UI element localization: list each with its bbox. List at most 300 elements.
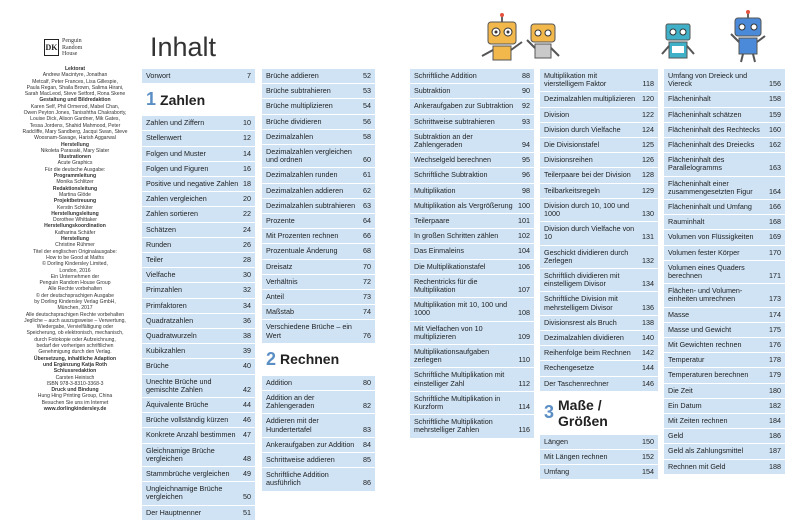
toc-entry-page: 48 — [243, 453, 251, 463]
credit-line: Owen Peyton Jones, Tanisshtha Chakraborty, — [23, 110, 127, 117]
toc-entry — [664, 398, 785, 413]
credit-line: Wiedergabe, Vervielfältigung oder — [36, 324, 114, 331]
credit-line: Carsten Heinisch — [55, 374, 95, 381]
toc-entry-page: 84 — [363, 439, 371, 449]
toc-entry-page: 88 — [522, 71, 530, 80]
toc-entry-page: 70 — [363, 261, 371, 271]
credit-line: Ein Unternehmen der — [50, 273, 100, 280]
toc-entry-page: 156 — [769, 79, 781, 89]
toc-entry — [410, 274, 534, 297]
toc-entry-page: 134 — [642, 279, 654, 289]
toc-entry — [262, 289, 375, 304]
toc-entry-page: 63 — [363, 200, 371, 210]
toc-entry — [410, 243, 534, 258]
toc-entry-title: Positive und negative Zahlen — [146, 179, 239, 189]
toc-entry-page: 54 — [363, 101, 371, 111]
toc-entry-title: Flächeninhalt — [668, 94, 711, 104]
toc-entry-page: 168 — [769, 217, 781, 227]
toc-entry-title: Brüche — [146, 361, 169, 371]
toc-entry-page: 131 — [642, 232, 654, 242]
toc-entry — [664, 91, 785, 106]
toc-entry-title: Dezimalzahlen multiplizieren — [544, 94, 636, 104]
toc-entry-page: 178 — [769, 355, 781, 365]
toc-entry-page: 180 — [769, 385, 781, 395]
toc-entry-title: Volumen von Flüssigkeiten — [668, 232, 754, 242]
toc-entry-title: Flächeninhalt einer zusammengesetzten Figur — [668, 178, 753, 196]
credit-line: Alle Rechte vorbehalten — [47, 286, 103, 293]
toc-entry — [142, 313, 255, 328]
toc-entry-title: Geschickt dividieren durch Zerlegen — [544, 247, 629, 265]
credit-line: Katharina Schäfer — [54, 229, 96, 236]
credit-line: Monika Schlitzer — [56, 179, 94, 186]
section-heading — [142, 83, 255, 115]
toc-entry-page: 28 — [243, 255, 251, 265]
toc-entry-title: Unechte Brüche und gemischte Zahlen — [146, 376, 212, 394]
toc-entry-title: Dezimalzahlen — [266, 131, 314, 141]
toc-entry-page: 101 — [518, 216, 530, 226]
toc-entry-page: 58 — [363, 131, 371, 141]
toc-entry — [262, 83, 375, 98]
credit-heading: Herstellungskoordination — [44, 223, 106, 230]
toc-entry-page: 30 — [243, 270, 251, 280]
toc-entry-page: 93 — [522, 116, 530, 126]
credit-heading: Lektorat — [64, 66, 86, 72]
toc-column-5 — [664, 68, 785, 474]
credit-heading: www.dorlingkindersley.de — [43, 406, 107, 413]
toc-entry-title: Vorwort — [146, 71, 171, 80]
toc-entry — [410, 321, 534, 344]
toc-entry-title: Längen — [544, 436, 568, 446]
toc-entry-page: 86 — [363, 478, 371, 488]
credit-heading: Illustrationen — [59, 154, 91, 161]
toc-entry-page: 184 — [769, 416, 781, 426]
toc-entry — [664, 68, 785, 91]
credit-line: Alle deutschsprachigen Rechte vorbehalten — [25, 311, 125, 318]
toc-entry-title: Der Hauptnenner — [146, 507, 202, 517]
toc-entry — [142, 505, 255, 520]
toc-entry-page: 44 — [243, 400, 251, 410]
toc-entry — [262, 467, 375, 490]
toc-entry-page: 136 — [642, 302, 654, 312]
toc-entry-page: 26 — [243, 239, 251, 249]
toc-entry — [410, 344, 534, 367]
toc-entry-page: 175 — [769, 324, 781, 334]
toc-entry-title: Runden — [146, 239, 172, 249]
credit-line: Tessa Jordens, Shahid Mahmood, Peter — [29, 122, 121, 129]
credit-heading: Herstellung — [60, 141, 90, 148]
toc-entry — [410, 213, 534, 228]
credit-line: Dorothee Whittaker — [53, 217, 97, 224]
toc-entry-page: 159 — [769, 109, 781, 119]
toc-entry-page: 73 — [363, 292, 371, 302]
credit-line: Für die deutsche Ausgabe: — [44, 166, 106, 173]
toc-entry — [540, 330, 658, 345]
toc-entry-title: Die Divisionstafel — [544, 140, 600, 150]
toc-entry-title: Multiplikationsaufgaben zerlegen — [414, 347, 490, 365]
toc-entry-title: Division durch Vielfache von 10 — [544, 224, 635, 242]
toc-entry-title: Schriftliche Addition ausführlich — [266, 470, 329, 488]
toc-entry-title: Schriftlich dividieren mit einstelligem Divisor — [544, 271, 620, 289]
toc-entry-page: 118 — [642, 79, 654, 89]
toc-column-4 — [540, 68, 658, 479]
toc-entry — [664, 307, 785, 322]
toc-entry — [262, 304, 375, 319]
toc-entry-page: 80 — [363, 377, 371, 387]
toc-entry-page: 14 — [243, 148, 251, 158]
toc-entry — [142, 466, 255, 481]
toc-entry-page: 50 — [243, 492, 251, 502]
toc-entry — [142, 412, 255, 427]
robot-icon — [660, 20, 696, 66]
toc-entry-page: 109 — [518, 331, 530, 341]
toc-entry-page: 107 — [518, 285, 530, 295]
toc-entry-page: 122 — [642, 109, 654, 119]
toc-entry-title: Flächeninhalt und Umfang — [668, 202, 752, 212]
toc-entry-page: 182 — [769, 400, 781, 410]
toc-entry — [540, 315, 658, 330]
credit-line: Hung Hing Printing Group, China — [37, 393, 113, 400]
toc-entry-page: 68 — [363, 246, 371, 256]
credit-line: Besuchen Sie uns im Internet — [41, 399, 109, 406]
toc-entry-title: Flächeninhalt des Rechtecks — [668, 124, 760, 134]
toc-entry-page: 174 — [769, 309, 781, 319]
toc-entry — [410, 152, 534, 167]
toc-entry — [142, 176, 255, 191]
toc-entry — [664, 322, 785, 337]
toc-entry-title: Flächeninhalt des Dreiecks — [668, 140, 755, 150]
toc-entry — [410, 297, 534, 320]
toc-entry-title: Quadratwurzeln — [146, 331, 197, 341]
toc-entry-title: Multiplikation mit vierstelligem Faktor — [544, 71, 607, 89]
toc-entry — [262, 243, 375, 258]
toc-entry-page: 92 — [522, 101, 530, 111]
toc-entry — [540, 376, 658, 391]
toc-entry-title: Flächeninhalt schätzen — [668, 109, 742, 119]
toc-entry-title: Flächeninhalt des Parallelogramms — [668, 155, 725, 173]
toc-entry — [262, 129, 375, 144]
toc-entry — [262, 413, 375, 436]
toc-entry-page: 34 — [243, 300, 251, 310]
toc-entry-title: Äquivalente Brüche — [146, 400, 209, 410]
credit-heading: Herstellungsleitung — [51, 210, 99, 217]
toc-entry-title: Gleichnamige Brüche vergleichen — [146, 445, 215, 463]
toc-entry — [540, 137, 658, 152]
toc-entry-title: Primfaktoren — [146, 300, 187, 310]
toc-entry-page: 129 — [642, 185, 654, 195]
toc-entry-page: 112 — [518, 378, 530, 388]
toc-entry-title: Temperaturen berechnen — [668, 370, 749, 380]
toc-entry-page: 36 — [243, 315, 251, 325]
robot-illustrations — [470, 2, 790, 64]
toc-entry — [142, 222, 255, 237]
toc-entry-title: Addition an der Zahlengeraden — [266, 393, 315, 411]
toc-entry-title: Addition — [266, 377, 292, 387]
robot-icon — [480, 12, 524, 66]
toc-entry — [540, 268, 658, 291]
toc-entry-title: Volumen fester Körper — [668, 247, 740, 257]
toc-entry-page: 56 — [363, 116, 371, 126]
toc-entry-title: Division durch Vielfache — [544, 124, 621, 134]
toc-entry-page: 146 — [642, 378, 654, 388]
section-number: 1 — [146, 89, 157, 110]
toc-entry — [540, 183, 658, 198]
toc-entry-page: 39 — [243, 346, 251, 356]
toc-entry — [540, 91, 658, 106]
toc-entry — [664, 176, 785, 199]
toc-entry-title: Kubikzahlen — [146, 346, 186, 356]
credit-heading: Herstellung — [60, 236, 90, 243]
toc-entry-page: 102 — [518, 231, 530, 241]
toc-entry — [142, 191, 255, 206]
toc-entry-page: 24 — [243, 224, 251, 234]
toc-entry — [410, 167, 534, 182]
toc-entry-title: Zahlen vergleichen — [146, 194, 207, 204]
toc-entry — [142, 328, 255, 343]
toc-entry-page: 72 — [363, 276, 371, 286]
toc-entry-title: Anteil — [266, 292, 284, 302]
section-title: Maße / Größen — [558, 396, 608, 429]
toc-entry — [262, 183, 375, 198]
toc-entry-title: Rechentricks für die Multiplikation — [414, 276, 478, 295]
toc-entry-page: 179 — [769, 370, 781, 380]
toc-entry-page: 66 — [363, 231, 371, 241]
toc-entry-page: 187 — [769, 446, 781, 456]
toc-entry-title: Multiplikation als Vergrößerung — [414, 200, 513, 210]
toc-entry-page: 38 — [243, 331, 251, 341]
toc-entry-page: 114 — [518, 402, 530, 412]
toc-entry-page: 42 — [243, 384, 251, 394]
publisher-logo — [44, 38, 82, 58]
toc-entry-page: 158 — [769, 94, 781, 104]
toc-entry — [664, 428, 785, 443]
credit-line: Paula Regan, Shaila Brown, Salima Hirani, — [26, 84, 124, 91]
credit-heading: Projektbetreuung — [53, 198, 97, 205]
toc-entry-title: Primzahlen — [146, 285, 182, 295]
toc-entry-title: Mit Prozenten rechnen — [266, 231, 339, 241]
toc-entry-page: 22 — [243, 209, 251, 219]
toc-entry-title: Die Multiplikationstafel — [414, 261, 486, 271]
toc-entry-page: 90 — [522, 86, 530, 96]
toc-entry-title: Schriftliche Multiplikation mehrstelliger Zahlen — [414, 417, 493, 435]
toc-entry-title: Teilerpaare bei der Division — [544, 170, 631, 180]
toc-entry — [664, 413, 785, 428]
toc-entry-page: 164 — [769, 186, 781, 196]
toc-entry-page: 18 — [243, 179, 251, 189]
toc-entry-page: 98 — [522, 185, 530, 195]
credit-heading: Gestaltung und Bildredaktion — [39, 97, 111, 104]
toc-entry-page: 64 — [363, 216, 371, 226]
toc-entry — [262, 319, 375, 342]
toc-entry-title: Reihenfolge beim Rechnen — [544, 348, 631, 358]
section-number: 2 — [266, 348, 277, 369]
toc-entry-page: 154 — [642, 467, 654, 477]
toc-entry — [540, 122, 658, 137]
toc-entry — [540, 449, 658, 464]
toc-entry — [142, 343, 255, 358]
credit-line: Speicherung, ob elektronisch, mechanisch, — [26, 330, 124, 337]
toc-entry-page: 120 — [642, 94, 654, 104]
toc-entry-title: Brüche dividieren — [266, 116, 322, 126]
toc-entry-title: Rechnen mit Geld — [668, 461, 726, 471]
toc-entry — [664, 260, 785, 283]
toc-entry-page: 163 — [769, 163, 781, 173]
toc-entry-title: Temperatur — [668, 355, 705, 365]
toc-entry-title: Folgen und Figuren — [146, 163, 209, 173]
toc-entry-title: Zahlen und Ziffern — [146, 118, 205, 128]
credit-line: London, 2016 — [59, 267, 91, 274]
toc-entry — [540, 360, 658, 375]
credit-heading: und Ergänzung Katja Roth — [43, 361, 107, 368]
toc-entry-page: 12 — [243, 133, 251, 143]
toc-entry — [540, 152, 658, 167]
toc-entry — [262, 98, 375, 113]
toc-entry-title: Divisionsreihen — [544, 155, 593, 165]
credit-line: © Dorling Kindersley Limited, — [42, 261, 108, 268]
toc-entry-title: Rauminhalt — [668, 217, 705, 227]
credit-line: Sarah MacLeod, Steve Setford, Rona Skene — [24, 91, 126, 98]
toc-entry-title: Masse und Gewicht — [668, 324, 732, 334]
toc-entry — [664, 199, 785, 214]
section-title: Rechnen — [280, 351, 340, 368]
credit-line: Radcliffe, Mary Sandberg, Jacqui Swan, Steve — [22, 128, 128, 135]
toc-entry-page: 61 — [363, 170, 371, 180]
toc-entry-title: Volumen eines Quaders berechnen — [668, 262, 745, 281]
right-page — [410, 0, 790, 510]
toc-entry-title: Stammbrüche vergleichen — [146, 469, 230, 479]
toc-entry — [142, 130, 255, 145]
toc-entry — [664, 214, 785, 229]
toc-entry-title: Stellenwert — [146, 133, 182, 143]
toc-entry-page: 138 — [642, 317, 654, 327]
toc-entry — [410, 367, 534, 390]
credit-line: Nikoleta Parasaki, Mary Slater — [40, 147, 110, 154]
credit-line: Metcalf, Peter Frances, Lisa Gillespie, — [32, 78, 118, 85]
toc-entry-page: 142 — [642, 348, 654, 358]
toc-entry-page: 53 — [363, 86, 371, 96]
toc-entry-title: Mit Gewichten rechnen — [668, 340, 742, 350]
toc-entry-page: 110 — [518, 355, 530, 365]
toc-entry — [142, 282, 255, 297]
toc-entry-title: Wechselgeld berechnen — [414, 155, 491, 165]
toc-entry-title: Dezimalzahlen runden — [266, 170, 338, 180]
section-title: Zahlen — [160, 91, 206, 108]
section-number: 3 — [544, 402, 555, 423]
toc-entry-page: 85 — [363, 455, 371, 465]
toc-entry-page: 106 — [518, 261, 530, 271]
toc-entry-page: 128 — [642, 170, 654, 180]
credit-line: by Dorling Kindersley Verlag GmbH, — [34, 298, 116, 305]
toc-entry-title: Schriftliche Multiplikation mit einstelliger Zahl — [414, 370, 505, 388]
toc-entry — [262, 228, 375, 243]
toc-entry-title: Mit Vielfachen von 10 multiplizieren — [414, 323, 483, 341]
credit-line: How to be Good at Maths — [46, 254, 104, 261]
toc-entry-title: Subtraktion an der Zahlengeraden — [414, 131, 473, 150]
toc-entry — [540, 221, 658, 244]
toc-entry — [540, 107, 658, 122]
credit-line: Christine Rühmer — [55, 242, 95, 249]
toc-entry-title: Multiplikation mit 10, 100 und 1000 — [414, 300, 508, 318]
toc-entry-title: Schätzen — [146, 224, 176, 234]
credit-line: Martina Glöde — [59, 191, 91, 198]
toc-entry-page: 166 — [769, 202, 781, 212]
toc-entry-title: Schriftliche Division mit mehrstelligem Divisor — [544, 294, 618, 312]
toc-entry-title: Ankeraufgaben zur Subtraktion — [414, 101, 514, 111]
toc-entry — [142, 252, 255, 267]
toc-entry — [262, 167, 375, 182]
toc-entry — [142, 374, 255, 397]
credit-line: Andrew Macintyre, Jonathan — [42, 72, 108, 79]
toc-entry-title: Geld — [668, 431, 684, 441]
toc-entry-page: 140 — [642, 333, 654, 343]
toc-entry-title: Der Taschenrechner — [544, 378, 609, 388]
toc-entry-title: Ein Datum — [668, 400, 702, 410]
toc-entry-page: 125 — [642, 140, 654, 150]
toc-entry — [540, 198, 658, 221]
toc-entry-page: 169 — [769, 232, 781, 242]
credit-line: bedarf der vorherigen schriftlichen — [36, 343, 114, 350]
toc-entry — [540, 345, 658, 360]
toc-entry-title: Vielfache — [146, 270, 176, 280]
toc-entry-title: Quadratzahlen — [146, 315, 194, 325]
toc-entry-page: 104 — [518, 246, 530, 256]
toc-entry-page: 74 — [363, 307, 371, 317]
toc-entry — [410, 68, 534, 83]
toc-column-3 — [410, 68, 534, 438]
credit-line: ISBN 978-3-8310-3368-3 — [46, 380, 104, 387]
toc-entry-title: Mit Zeiten rechnen — [668, 416, 728, 426]
toc-entry-page: 186 — [769, 431, 781, 441]
toc-entry — [142, 427, 255, 442]
toc-entry-page: 7 — [247, 71, 251, 80]
credit-heading: Redaktionsleitung — [52, 185, 98, 192]
toc-entry-page: 47 — [243, 430, 251, 440]
toc-entry-page: 51 — [243, 507, 251, 517]
credit-line: Woosnam-Savage, Harish Aggarwal — [34, 135, 116, 142]
toc-entry — [664, 229, 785, 244]
toc-entry-page: 171 — [769, 271, 781, 281]
toc-entry — [262, 114, 375, 129]
toc-entry — [142, 237, 255, 252]
toc-entry-page: 152 — [642, 452, 654, 462]
toc-entry-title: Division durch 10, 100 und 1000 — [544, 200, 630, 219]
toc-entry-page: 83 — [363, 424, 371, 434]
toc-entry — [410, 83, 534, 98]
toc-entry — [410, 198, 534, 213]
toc-entry-title: Schrittweise subtrahieren — [414, 116, 495, 126]
page-title: Inhalt — [150, 32, 217, 62]
toc-entry-page: 144 — [642, 363, 654, 373]
toc-entry-page: 62 — [363, 185, 371, 195]
toc-entry-title: Maßstab — [266, 307, 294, 317]
toc-entry — [664, 443, 785, 458]
toc-entry-page: 176 — [769, 340, 781, 350]
toc-entry-page: 96 — [522, 170, 530, 180]
dk-logo: DK — [44, 39, 59, 56]
toc-entry-page: 150 — [642, 436, 654, 446]
credit-line: Louise Dick, Alison Gardner, Mik Gates, — [30, 116, 120, 123]
toc-entry-page: 76 — [363, 330, 371, 340]
toc-entry — [262, 198, 375, 213]
toc-entry-title: Brüche vollständig kürzen — [146, 415, 229, 425]
toc-entry — [664, 122, 785, 137]
toc-column-1 — [142, 68, 255, 520]
section-heading — [262, 343, 375, 375]
toc-entry-page: 32 — [243, 285, 251, 295]
toc-entry — [142, 481, 255, 504]
toc-entry-title: Zahlen sortieren — [146, 209, 198, 219]
toc-entry-title: Teilbarkeitsregeln — [544, 185, 600, 195]
toc-entry — [540, 245, 658, 268]
